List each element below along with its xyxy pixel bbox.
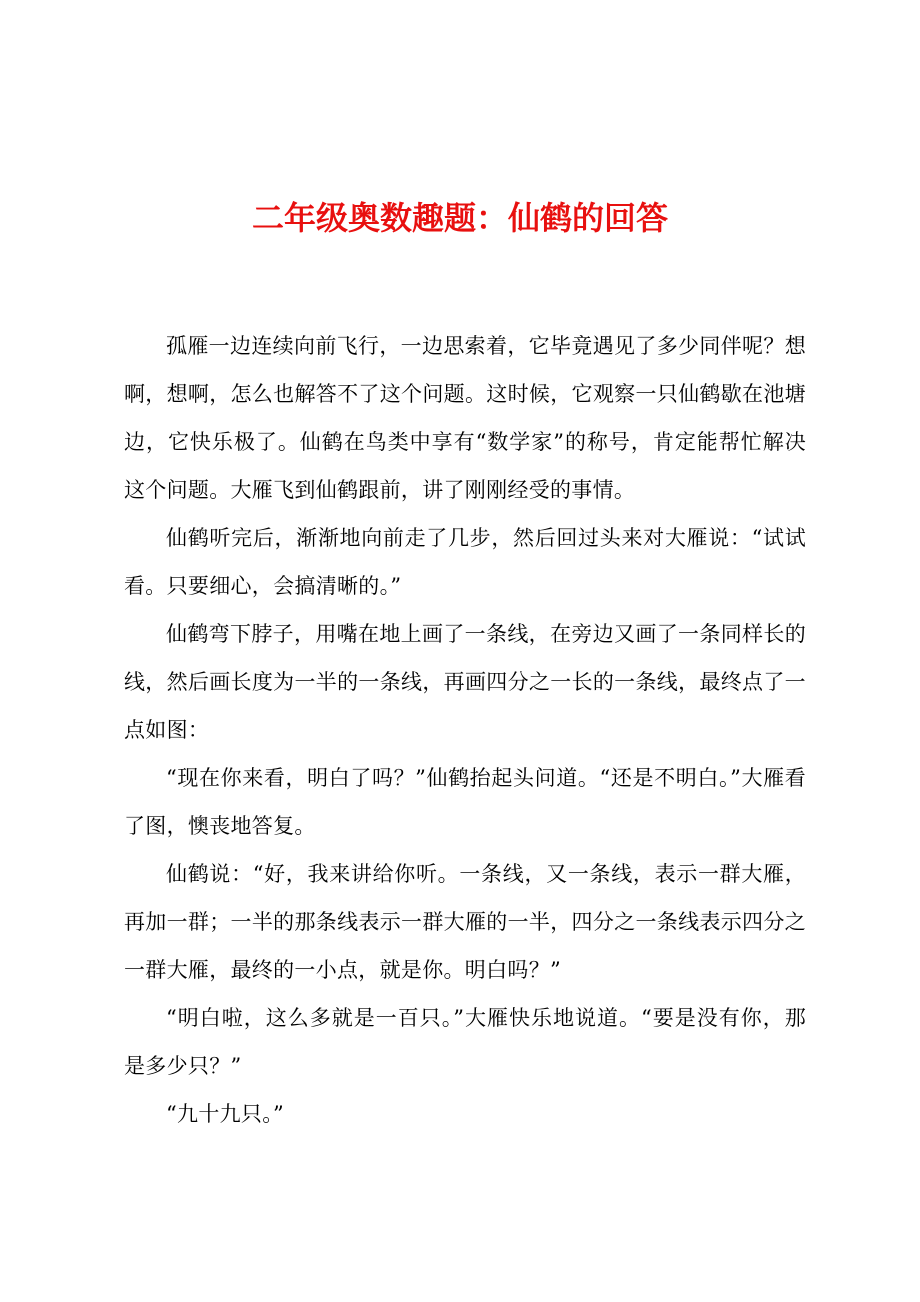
paragraph: “九十九只。” <box>166 1102 285 1126</box>
paragraph: 孤雁一边连续向前飞行，一边思索着，它毕竟遇见了多少同伴呢？想啊，想啊，怎么也解答不了这个问题。这时候，它观察一只仙鹤歇在池塘边，它快乐极了。仙鹤在鸟类中享有“数学家”的称号，肯定能帮忙解决这个问题。大雁飞到仙鹤跟前，讲了刚刚经受的事情。 <box>124 334 806 502</box>
paragraph: 仙鹤说：“好，我来讲给你听。一条线，又一条线，表示一群大雁，再加一群；一半的那条线表示一群大雁的一半，四分之一条线表示四分之一群大雁，最终的一小点，就是你。明白吗？” <box>124 862 806 982</box>
paragraph: 仙鹤弯下脖子，用嘴在地上画了一条线，在旁边又画了一条同样长的线，然后画长度为一半的一条线，再画四分之一长的一条线，最终点了一点如图： <box>124 622 806 742</box>
document-title: 二年级奥数趣题：仙鹤的回答 <box>251 199 668 237</box>
paragraph: 仙鹤听完后，渐渐地向前走了几步，然后回过头来对大雁说：“试试看。只要细心，会搞清晰的。” <box>124 526 806 598</box>
paragraph: “明白啦，这么多就是一百只。”大雁快乐地说道。“要是没有你，那是多少只？” <box>124 1006 806 1078</box>
paragraph: “现在你来看，明白了吗？”仙鹤抬起头问道。“还是不明白。”大雁看了图，懊丧地答复。 <box>124 766 806 838</box>
document-body <box>124 322 806 1138</box>
